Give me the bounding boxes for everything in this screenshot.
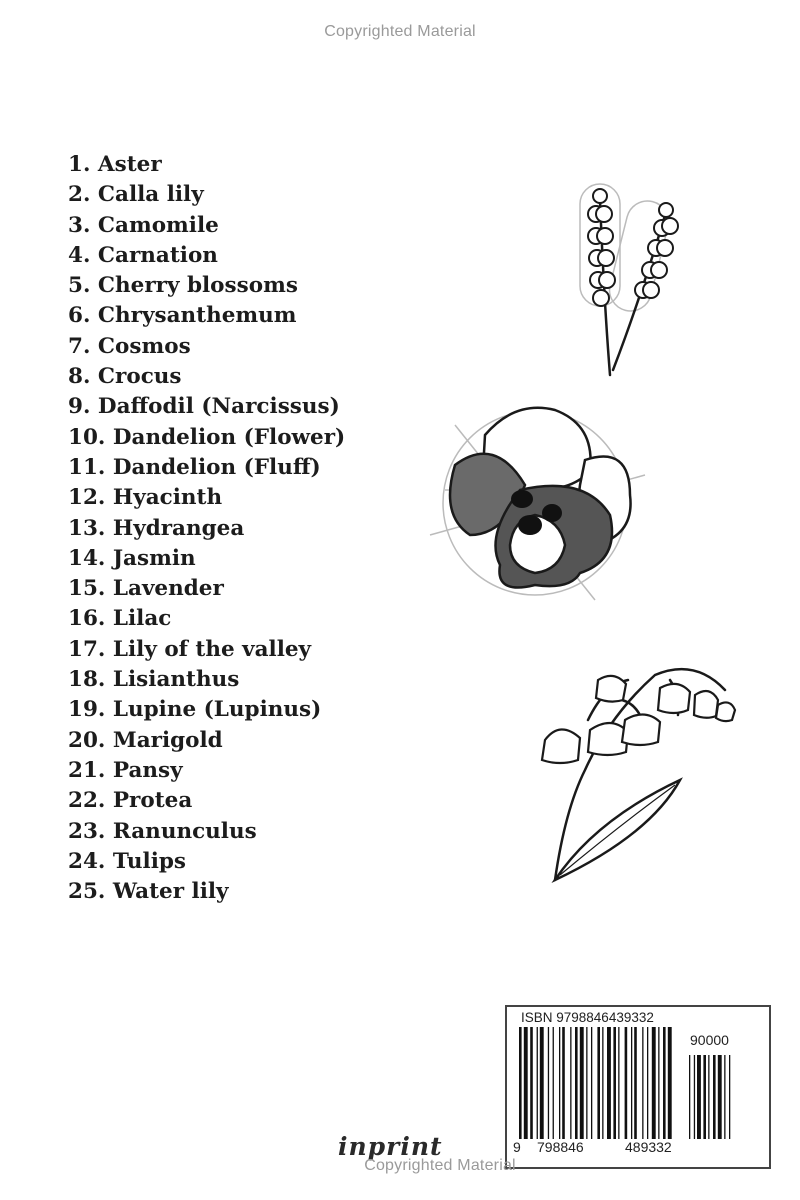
flower-list-item: 13. Hydrangea [68, 515, 245, 541]
flower-list-item: 22. Protea [68, 788, 193, 814]
flower-list-item: 24. Tulips [68, 848, 187, 874]
price-code: 90000 [690, 1032, 729, 1048]
flower-list-item: 23. Ranunculus [68, 818, 257, 844]
flower-list-item: 16. Lilac [68, 606, 172, 632]
copyright-watermark-bottom: Copyrighted Material [364, 1157, 516, 1174]
barcode-bars [519, 1027, 757, 1139]
flower-list-item: 25. Water lily [68, 879, 229, 905]
flower-list-item: 20. Marigold [68, 727, 223, 753]
flower-list-item: 21. Pansy [68, 757, 183, 783]
copyright-watermark-top: Copyrighted Material [324, 23, 476, 40]
isbn-label: ISBN 9798846439332 [521, 1010, 654, 1025]
flower-list [68, 150, 345, 907]
lily-of-the-valley-illustration [530, 660, 740, 890]
lavender-illustration [570, 180, 700, 385]
flower-list-item: 2. Calla lily [68, 182, 204, 208]
flower-list-item: 9. Daffodil (Narcissus) [68, 394, 340, 420]
flower-list-item: 1. Aster [68, 152, 162, 177]
barcode-digit-group1: 798846 [537, 1139, 584, 1155]
barcode-digit-first: 9 [513, 1139, 521, 1155]
flower-list-item: 14. Jasmin [68, 545, 196, 571]
flower-list-item: 6. Chrysanthemum [68, 303, 297, 329]
flower-list-item: 12. Hyacinth [68, 485, 223, 511]
isbn-barcode-box [505, 1005, 771, 1169]
flower-list-item: 4. Carnation [68, 242, 218, 268]
flower-list-item: 15. Lavender [68, 576, 224, 602]
flower-list-item: 17. Lily of the valley [68, 636, 312, 662]
flower-list-item: 10. Dandelion (Flower) [68, 424, 346, 450]
flower-list-item: 18. Lisianthus [68, 667, 240, 693]
flower-list-item: 11. Dandelion (Fluff) [68, 454, 321, 480]
publisher-logo: inprint [338, 1132, 443, 1161]
pansy-illustration [425, 395, 650, 605]
flower-list-item: 5. Cherry blossoms [68, 273, 298, 299]
flower-list-item: 8. Crocus [68, 364, 182, 390]
flower-list-item: 7. Cosmos [68, 333, 191, 359]
flower-list-item: 3. Camomile [68, 212, 219, 238]
flower-list-item: 19. Lupine (Lupinus) [68, 697, 322, 723]
barcode-digit-group2: 489332 [625, 1139, 672, 1155]
